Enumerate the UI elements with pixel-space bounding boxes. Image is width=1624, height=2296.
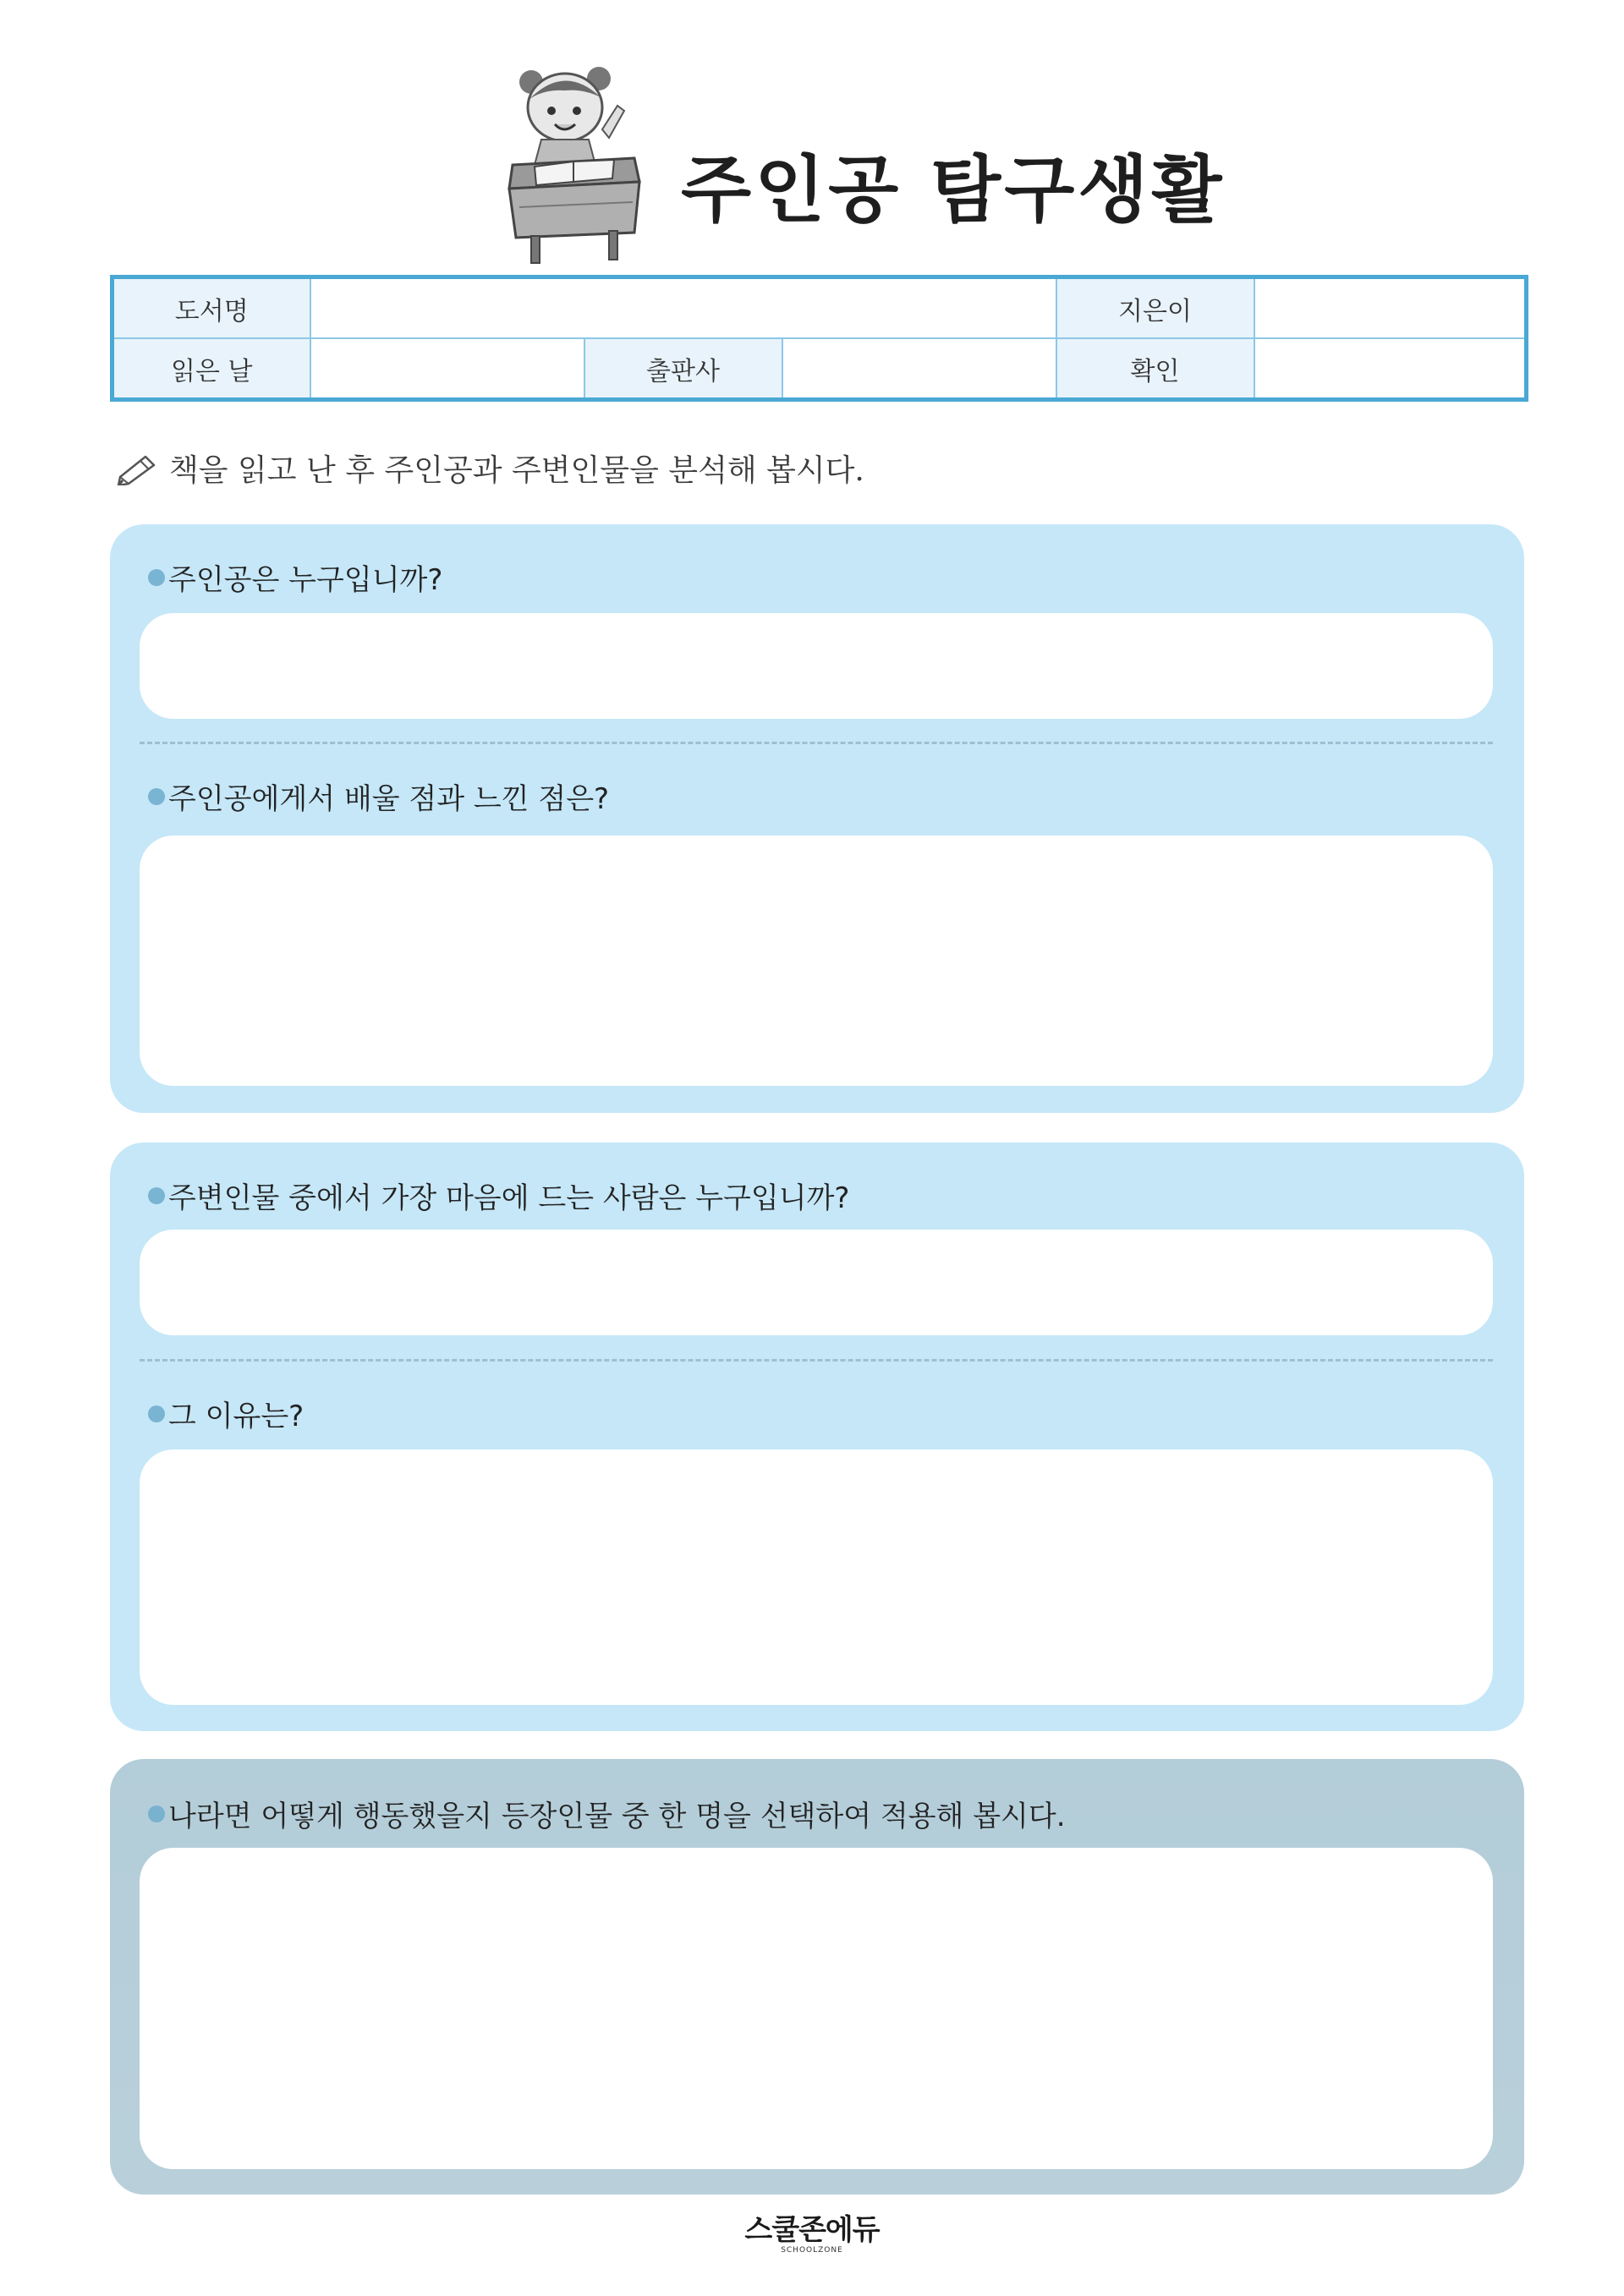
logo-subtext: SCHOOLZONE [781,2246,843,2255]
logo-text: 스쿨존에듀 [744,2213,880,2247]
question-reason [148,1393,304,1434]
author-field[interactable] [1254,277,1527,339]
instruction [117,447,864,490]
book-title-label: 도서명 [112,277,310,339]
page-title: 주인공 탐구생활 [681,148,1226,233]
bullet-icon [148,1406,165,1422]
question-what-would-you-do [148,1793,1066,1834]
question-text: 그 이유는? [168,1400,304,1433]
publisher-field[interactable] [782,338,1056,400]
mascot-illustration [508,63,643,266]
schoolzone-logo [744,2214,880,2265]
question-text: 주인공에게서 배울 점과 느낀 점은? [168,782,610,816]
header [508,59,1226,271]
question-favorite-character [148,1175,849,1216]
question-text: 나라면 어떻게 행동했을지 등장인물 중 한 명을 선택하여 적용해 봅시다. [168,1800,1066,1833]
question-protagonist [148,556,442,598]
confirm-field[interactable] [1254,338,1527,400]
confirm-label: 확인 [1056,338,1254,400]
publisher-label: 출판사 [584,338,782,400]
answer-box-favorite-character[interactable] [140,1230,1493,1335]
supporting-character-panel [110,1143,1524,1731]
protagonist-panel [110,524,1524,1113]
bullet-icon [148,1187,165,1204]
pencil-icon [117,452,157,485]
book-info-table [110,275,1528,402]
divider [140,742,1493,744]
bullet-icon [148,1806,165,1822]
apply-yourself-panel [110,1759,1524,2195]
answer-box-what-would-you-do[interactable] [140,1848,1493,2169]
bullet-icon [148,788,165,805]
read-date-field[interactable] [310,338,584,400]
answer-box-lessons[interactable] [140,836,1493,1086]
question-text: 주인공은 누구입니까? [168,563,443,597]
instruction-text: 책을 읽고 난 후 주인공과 주변인물을 분석해 봅시다. [169,453,864,488]
divider [140,1359,1493,1362]
question-lessons [148,775,609,817]
book-title-field[interactable] [310,277,1056,339]
read-date-label: 읽은 날 [112,338,310,400]
author-label: 지은이 [1056,277,1254,339]
bullet-icon [148,569,165,586]
question-text: 주변인물 중에서 가장 마음에 드는 사람은 누구입니까? [168,1181,850,1215]
answer-box-reason[interactable] [140,1449,1493,1705]
answer-box-protagonist[interactable] [140,613,1493,719]
